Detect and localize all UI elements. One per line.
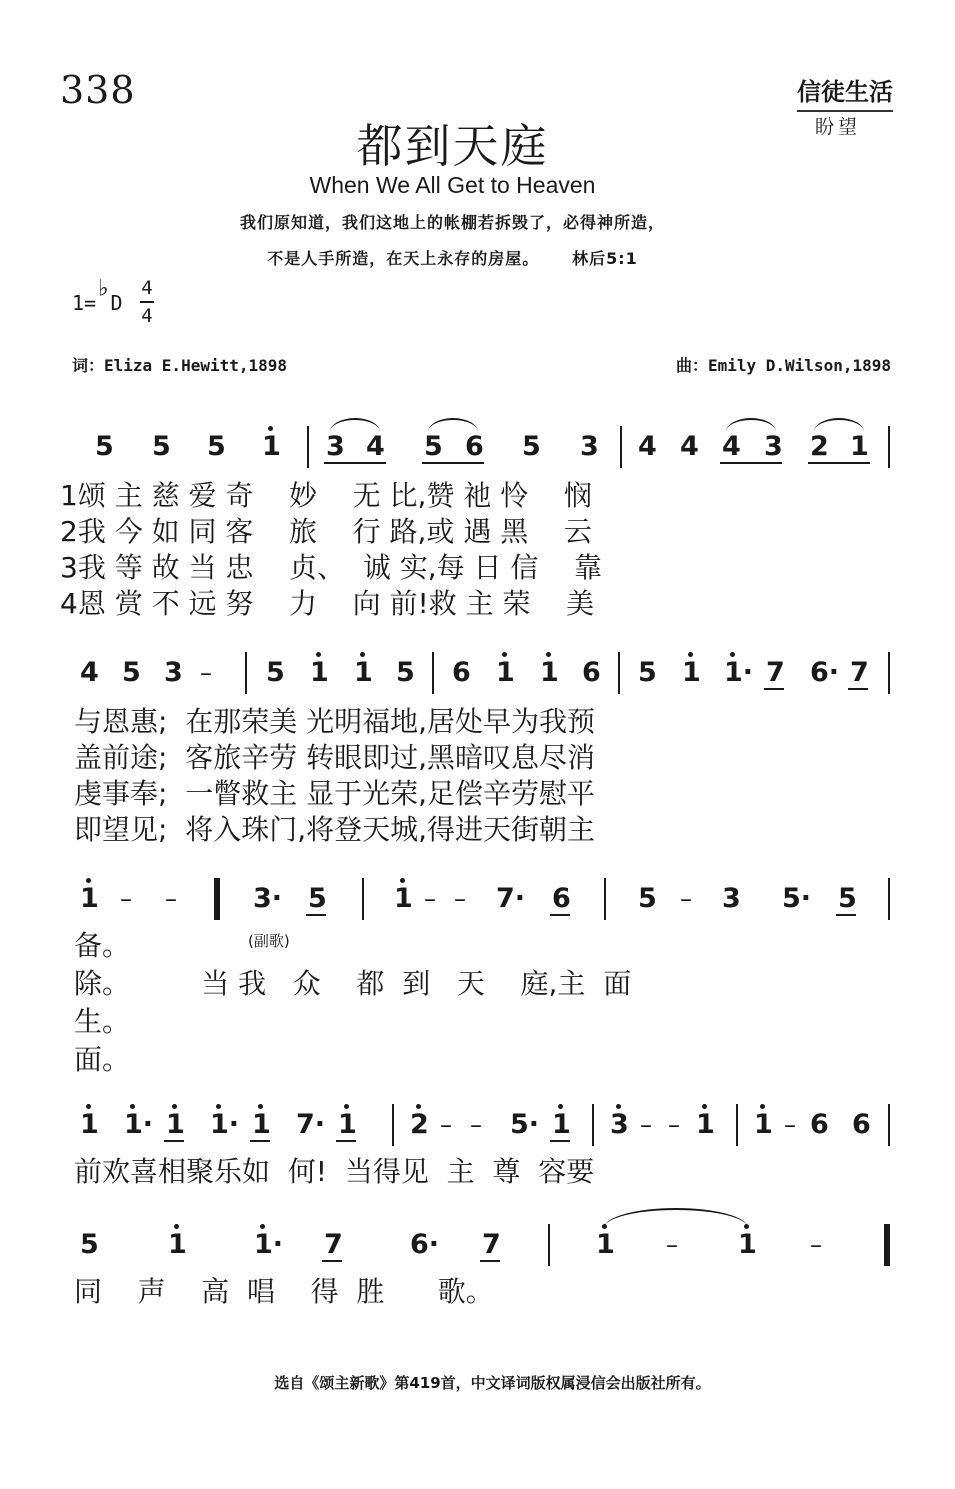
note: 1	[80, 883, 99, 914]
notation-mark: –	[680, 885, 692, 913]
lyric-line: 4恩 赏 不 远 努 力 向 前!救 主 荣 美	[60, 587, 595, 620]
barline	[620, 426, 622, 468]
note: 3	[610, 1109, 629, 1140]
key-prefix: 1=	[72, 291, 97, 315]
notation-mark	[400, 878, 405, 883]
note: 1	[850, 431, 869, 462]
tie	[604, 1208, 748, 1228]
note: 1	[596, 1229, 615, 1260]
scripture-line-1: 我们原知道，我们这地上的帐棚若拆毁了，必得神所造，	[239, 213, 665, 232]
note: 5	[308, 883, 327, 914]
title-english: When We All Get to Heaven	[309, 172, 596, 198]
notation-mark	[422, 462, 484, 464]
note: 3·	[253, 883, 283, 914]
notation-mark	[322, 1260, 342, 1262]
lyric-line: 前欢喜相聚乐如 何! 当得见 主 尊 容要	[74, 1155, 595, 1188]
notation-mark	[174, 1224, 179, 1229]
lyric-line: 1颂 主 慈 爱 奇 妙 无 比,赞 祂 怜 悯	[60, 479, 592, 512]
barline	[245, 652, 247, 694]
note: 5	[522, 431, 541, 462]
note: 5	[424, 431, 443, 462]
note: 5	[838, 883, 857, 914]
barline	[592, 1104, 594, 1146]
note: 5·	[510, 1109, 540, 1140]
note: 5	[122, 657, 141, 688]
notation-mark	[324, 462, 386, 464]
note: 3	[326, 431, 345, 462]
note: 7	[850, 657, 869, 688]
note: 1	[262, 431, 281, 462]
note: 5	[638, 657, 657, 688]
note: 6	[552, 883, 571, 914]
notation-mark: –	[666, 1231, 678, 1259]
final-barline	[884, 1224, 890, 1266]
scripture-line-2	[0, 246, 905, 269]
note: 1·	[254, 1229, 284, 1260]
note: 6	[582, 657, 601, 688]
notation-mark	[546, 652, 551, 657]
notation-mark	[268, 426, 273, 431]
slur	[428, 418, 478, 432]
notation-mark: –	[424, 885, 436, 913]
lyric-line: 3我 等 故 当 忠 贞、 诚 实,每 日 信 靠	[60, 551, 603, 584]
note: 2	[410, 1109, 429, 1140]
lyric-line: 虔事奉; 一瞥救主 显于光荣,足偿辛劳慰平	[74, 777, 596, 810]
notation-mark	[344, 1104, 349, 1109]
key-note: D	[110, 291, 123, 315]
notation-mark	[720, 462, 782, 464]
notation-mark	[250, 1140, 270, 1142]
notation-mark	[848, 688, 868, 690]
lyric-line: 备。	[74, 929, 131, 962]
note: 6·	[410, 1229, 440, 1260]
lyric-line: 面。	[74, 1043, 131, 1076]
scripture-text: 不是人手所造，在天上永存的房屋。	[267, 249, 540, 268]
notation-mark	[730, 652, 735, 657]
category-label: 信徒生活	[797, 72, 893, 112]
barline	[888, 878, 890, 920]
note: 1	[80, 1109, 99, 1140]
notation-mark: –	[200, 659, 212, 687]
note: 5	[207, 431, 226, 462]
note: 1	[394, 883, 413, 914]
notation-mark	[216, 1104, 221, 1109]
lyricist-credit: 词：Eliza E.Hewitt,1898	[72, 356, 288, 375]
notation-mark	[702, 1104, 707, 1109]
note: 1	[338, 1109, 357, 1140]
lyric-line: 同 声 高 唱 得 胜 歌。	[74, 1275, 494, 1308]
note: 4	[638, 431, 657, 462]
note: 7·	[296, 1109, 326, 1140]
slur	[814, 418, 864, 432]
note: 1	[552, 1109, 571, 1140]
subcategory-label: 盼望	[815, 116, 862, 138]
barline	[548, 1224, 550, 1266]
note: 1	[354, 657, 373, 688]
note: 5	[396, 657, 415, 688]
barline	[604, 878, 606, 920]
time-numerator: 4	[141, 277, 153, 299]
time-denominator: 4	[141, 305, 153, 327]
notation-mark	[480, 1260, 500, 1262]
notation-mark	[616, 1104, 621, 1109]
composer-credit: 曲：Emily D.Wilson,1898	[675, 356, 891, 375]
note: 6	[810, 1109, 829, 1140]
notation-mark	[808, 462, 870, 464]
barline	[362, 878, 364, 920]
note: 1	[754, 1109, 773, 1140]
notation-mark: –	[668, 1111, 680, 1139]
notation-mark	[164, 1140, 184, 1142]
barline	[618, 652, 620, 694]
note: 6	[465, 431, 484, 462]
notation-mark	[260, 1224, 265, 1229]
notation-mark	[688, 652, 693, 657]
notation-mark: –	[470, 1111, 482, 1139]
hymn-number: 338	[60, 68, 136, 112]
barline	[736, 1104, 738, 1146]
note: 5	[266, 657, 285, 688]
lyric-line: 与恩惠; 在那荣美 光明福地,居处早为我预	[74, 705, 596, 738]
lyric-line: 除。 当 我 众 都 到 天 庭,主 面	[74, 967, 632, 1000]
note: 7·	[496, 883, 526, 914]
note: 7	[482, 1229, 501, 1260]
notation-mark: –	[440, 1111, 452, 1139]
note: 1	[682, 657, 701, 688]
notation-mark	[316, 652, 321, 657]
note: 1	[168, 1229, 187, 1260]
notation-mark: –	[120, 885, 132, 913]
barline	[888, 1104, 890, 1146]
notation-mark	[764, 688, 784, 690]
notation-mark	[86, 878, 91, 883]
barline	[888, 426, 890, 468]
note: 5	[638, 883, 657, 914]
note: 4	[722, 431, 741, 462]
note: 3	[722, 883, 741, 914]
note: 1	[738, 1229, 757, 1260]
notation-mark	[558, 1104, 563, 1109]
note: 3	[164, 657, 183, 688]
time-signature	[140, 275, 154, 329]
scripture-reference: 林后5:1	[572, 249, 638, 268]
notation-mark	[550, 1140, 570, 1142]
note: 7	[766, 657, 785, 688]
note: 2	[810, 431, 829, 462]
notation-mark	[86, 1104, 91, 1109]
note: 4	[366, 431, 385, 462]
notation-mark	[502, 652, 507, 657]
note: 1	[540, 657, 559, 688]
note: 1	[496, 657, 515, 688]
flat-icon: ♭	[96, 274, 111, 302]
lyric-line: 盖前途; 客旅辛劳 转眼即过,黑暗叹息尽消	[74, 741, 596, 774]
barline	[392, 1104, 394, 1146]
notation-mark: –	[810, 1231, 822, 1259]
lyric-line: 生。	[74, 1005, 131, 1038]
note: 1·	[210, 1109, 240, 1140]
double-barline	[214, 878, 220, 920]
notation-mark	[130, 1104, 135, 1109]
note: 1·	[724, 657, 754, 688]
note: 6	[452, 657, 471, 688]
notation-mark	[306, 914, 326, 916]
notation-mark	[836, 914, 856, 916]
slur	[726, 418, 776, 432]
note: 1	[310, 657, 329, 688]
lyric-line: 即望见; 将入珠门,将登天城,得进天街朝主	[74, 813, 596, 846]
note: 3	[764, 431, 783, 462]
note: 5	[80, 1229, 99, 1260]
title-chinese: 都到天庭	[356, 119, 549, 173]
notation-mark	[258, 1104, 263, 1109]
note: 6	[852, 1109, 871, 1140]
note: 3	[580, 431, 599, 462]
barline	[888, 652, 890, 694]
note: 7	[324, 1229, 343, 1260]
note: 4	[680, 431, 699, 462]
notation-mark	[172, 1104, 177, 1109]
note: 1	[166, 1109, 185, 1140]
notation-mark	[336, 1140, 356, 1142]
notation-mark: –	[454, 885, 466, 913]
note: 6·	[810, 657, 840, 688]
notation-mark: –	[165, 885, 177, 913]
note: 5	[152, 431, 171, 462]
note: 1·	[124, 1109, 154, 1140]
notation-mark	[550, 914, 570, 916]
barline	[432, 652, 434, 694]
slur	[330, 418, 380, 432]
note: 5·	[782, 883, 812, 914]
note: 4	[80, 657, 99, 688]
notation-mark	[360, 652, 365, 657]
notation-mark	[416, 1104, 421, 1109]
lyric-line: 2我 今 如 同 客 旅 行 路,或 遇 黑 云	[60, 515, 592, 548]
key-signature	[72, 274, 123, 316]
copyright-footer: 选自《颂主新歌》第419首，中文译词版权属浸信会出版社所有。	[274, 1374, 711, 1392]
chorus-label: (副歌)	[248, 932, 290, 950]
notation-mark: –	[640, 1111, 652, 1139]
notation-mark	[760, 1104, 765, 1109]
notation-mark: –	[784, 1111, 796, 1139]
note: 5	[95, 431, 114, 462]
barline	[307, 426, 309, 468]
note: 1	[696, 1109, 715, 1140]
note: 1	[252, 1109, 271, 1140]
